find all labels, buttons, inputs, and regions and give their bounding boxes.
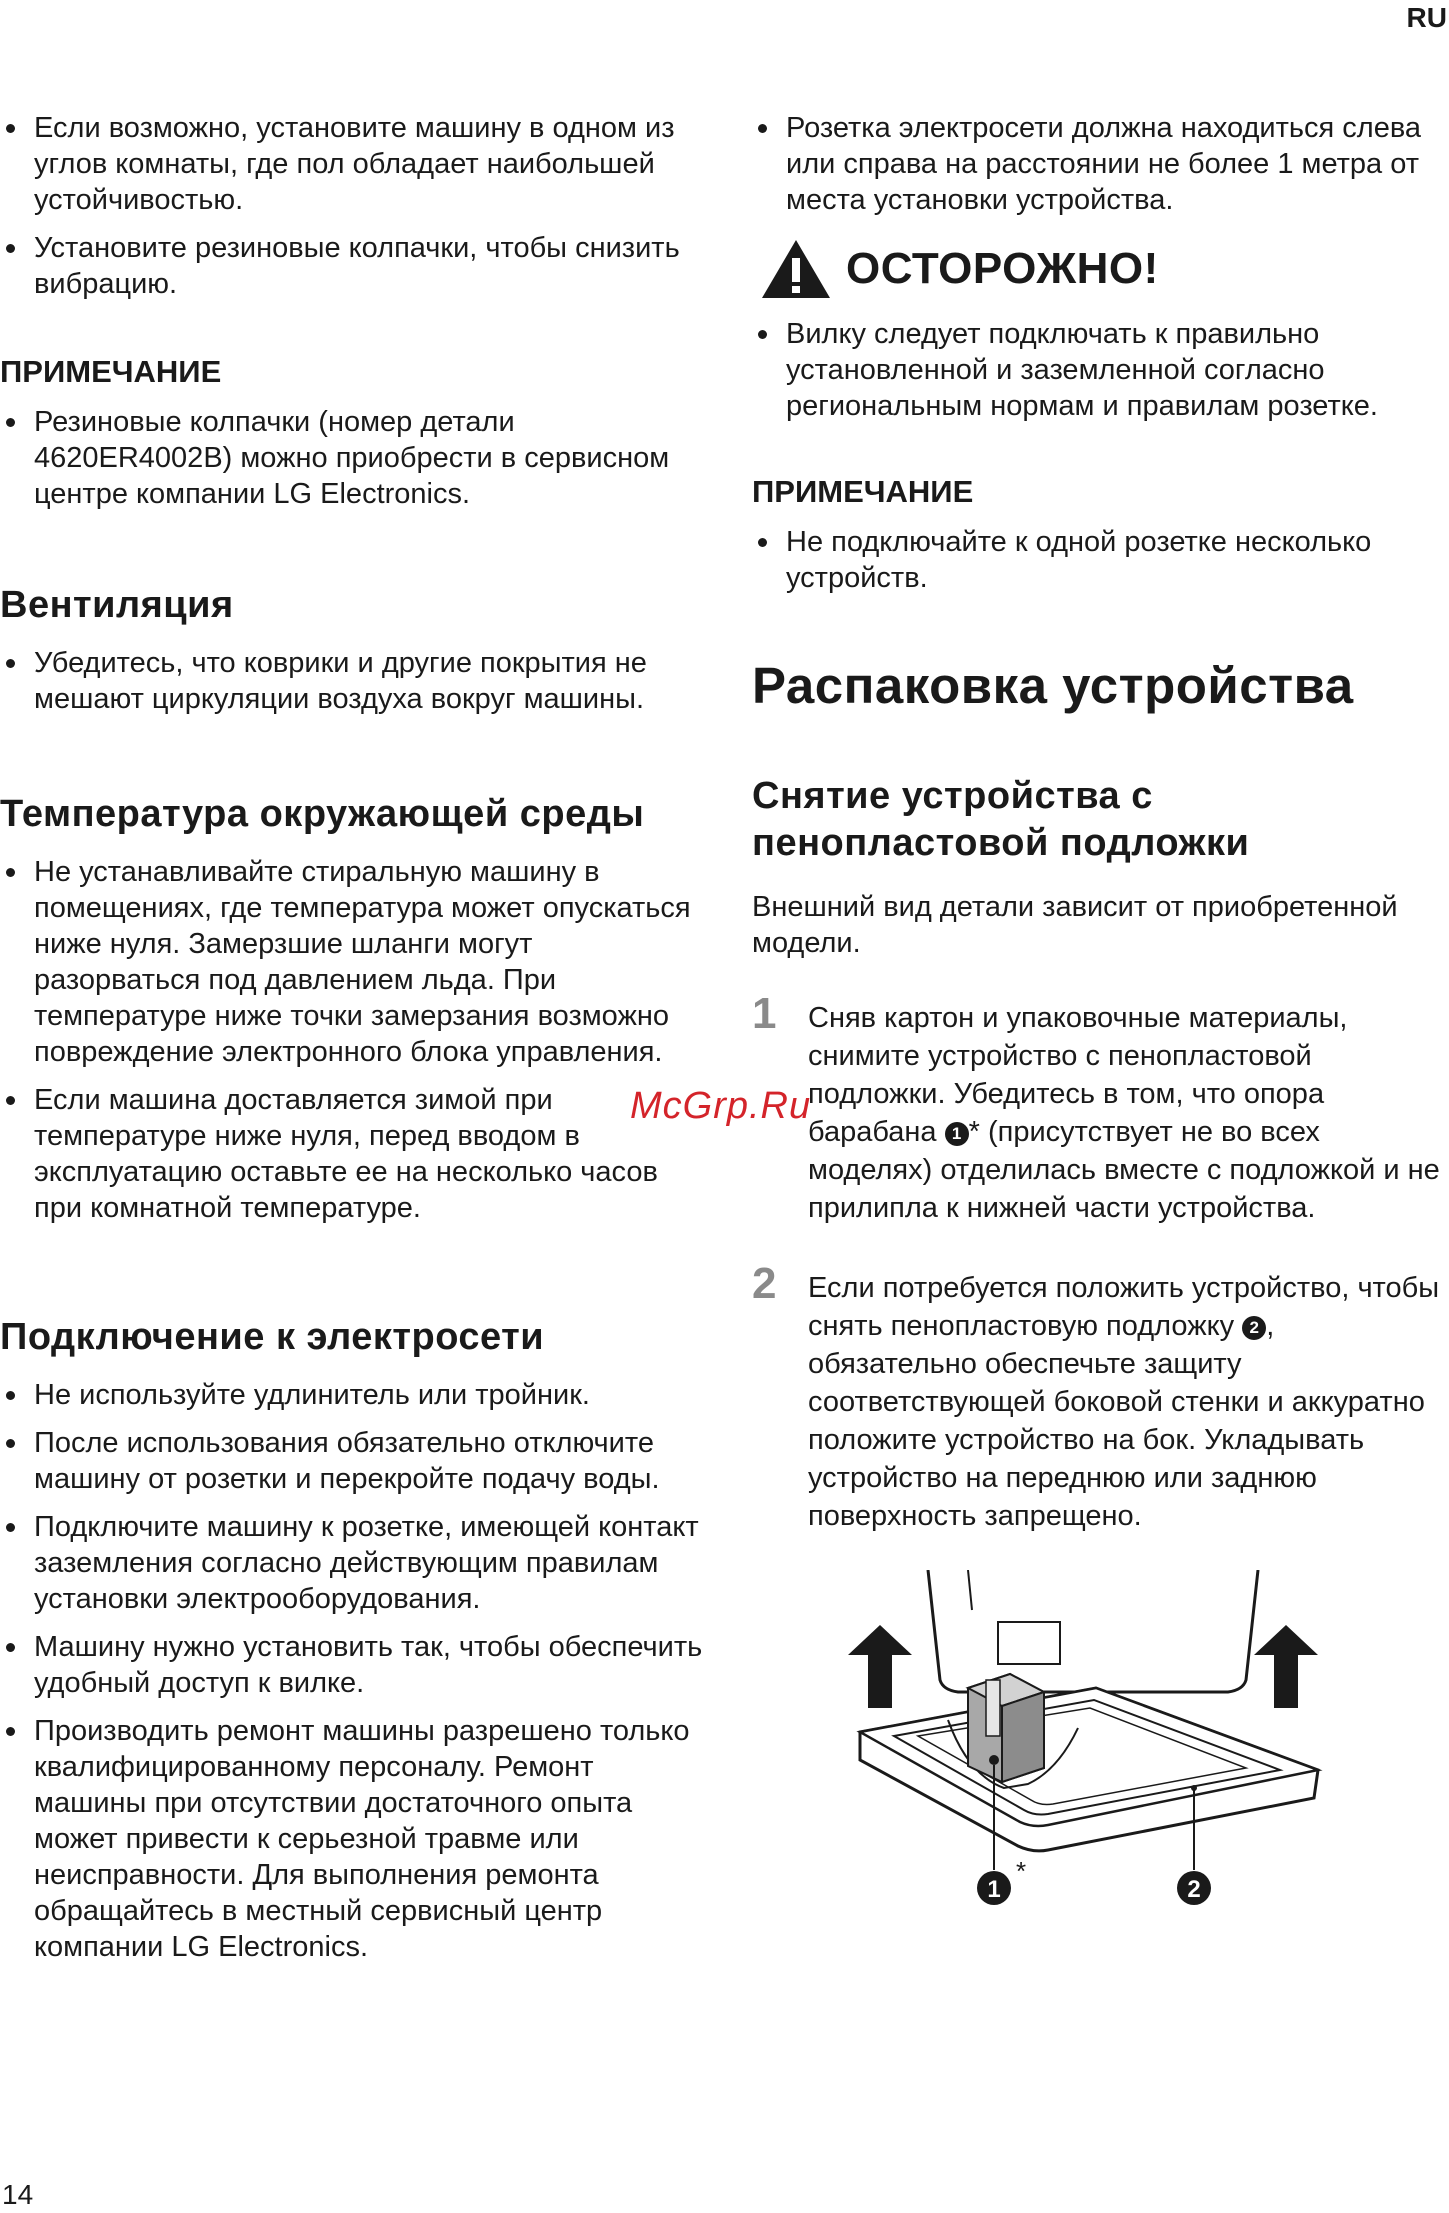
step-1 [752,989,1449,1227]
step-number: 1 [752,989,777,1038]
washer-foam-diagram [848,1570,1328,1940]
callout-1-label: 1 [987,1876,1001,1903]
note-list [752,524,1449,596]
lift-arrow-right-icon [1254,1625,1318,1708]
caution-title: ОСТОРОЖНО! [846,244,1159,293]
subsection-title-removal [752,773,1449,867]
list-item: Машину нужно установить так, чтобы обеспечить удобный доступ к вилке. [0,1629,705,1701]
caution-list [752,316,1449,424]
list-item: После использования обязательно отключите машину от розетки и перекройте подачу воды. [0,1425,705,1497]
language-code: RU [1406,2,1447,33]
list-item: Если машина доставляется зимой при температуре ниже нуля, перед вводом в эксплуатацию оставьте ее на несколько часов при комнатной температуре. [0,1082,705,1226]
intro-list [752,110,1449,218]
temperature-list [0,854,705,1226]
list-item: Розетка электросети должна находиться слева или справа на расстоянии не более 1 метра от места установки устройства. [752,110,1449,218]
watermark: McGrp.Ru [630,1085,812,1127]
left-column [0,110,705,1977]
step-text: Сняв картон и упаковочные материалы, снимите устройство с пенопластовой подложки. Убедитесь в том, что опора барабана [808,1002,1348,1148]
electrical-list [0,1377,705,1965]
list-item: Производить ремонт машины разрешено только квалифицированному персоналу. Ремонт машины при отсутствии достаточного опыта может привести к серьезной травме или неисправности. Для выполнения ремонта обращайтесь в местный сервисный центр компании LG Electronics. [0,1713,705,1965]
note-list [0,404,705,512]
list-item: Резиновые колпачки (номер детали 4620ER4002B) можно приобрести в сервисном центре компании LG Electronics. [0,404,705,512]
warning-icon [760,238,832,300]
caution-header [760,238,1449,300]
list-item: Если возможно, установите машину в одном из углов комнаты, где пол обладает наибольшей устойчивостью. [0,110,705,218]
page-number: 14 [2,2179,34,2210]
ventilation-list [0,645,705,717]
note-title: ПРИМЕЧАНИЕ [0,354,222,389]
list-item: Установите резиновые колпачки, чтобы снизить вибрацию. [0,230,705,302]
right-column [752,110,1449,1535]
foam-base-illustration [848,1570,1328,1945]
lift-arrow-left-icon [848,1625,912,1708]
marker-2-icon: 2 [1242,1316,1266,1340]
step-text: * (присутствует не во всех моделях) отделилась вместе с подложкой и не прилипла к нижней части устройства. [808,1116,1440,1224]
list-item: Не устанавливайте стиральную машину в помещениях, где температура может опускаться ниже нуля. Замерзшие шланги могут разорваться под давлением льда. При температуре ниже точки замерзания возможно повреждение электронного блока управления. [0,854,705,1070]
step-number: 2 [752,1259,777,1308]
callout-2-label: 2 [1187,1876,1201,1903]
section-title-ventilation: Вентиляция [0,584,234,626]
appearance-note: Внешний вид детали зависит от приобретенной модели. [752,891,1398,959]
step-2 [752,1259,1449,1535]
list-item: Вилку следует подключать к правильно установленной и заземленной согласно региональным нормам и правилам розетке. [752,316,1449,424]
subsection-title-line: Снятие устройства с [752,775,1153,817]
list-item: Убедитесь, что коврики и другие покрытия не мешают циркуляции воздуха вокруг машины. [0,645,705,717]
section-title-temperature: Температура окружающей среды [0,793,645,835]
step-text: Если потребуется положить устройство, чтобы снять пенопластовую подложку [808,1272,1440,1342]
drum-support-block [968,1674,1044,1782]
section-title-electrical: Подключение к электросети [0,1316,545,1358]
list-item: Не подключайте к одной розетке несколько устройств. [752,524,1449,596]
list-item: Подключите машину к розетке, имеющей контакт заземления согласно действующим правилам установки электрооборудования. [0,1509,705,1617]
note-title: ПРИМЕЧАНИЕ [752,474,974,509]
callout-1-asterisk: * [1016,1856,1027,1886]
list-item: Не используйте удлинитель или тройник. [0,1377,705,1413]
marker-1-icon: 1 [945,1122,969,1146]
subsection-title-line: пенопластовой подложки [752,822,1250,864]
intro-list [0,110,705,302]
section-title-unpacking: Распаковка устройства [752,657,1354,714]
step-text: , обязательно обеспечьте защиту соответствующей боковой стенки и аккуратно положите устройство на бок. Укладывать устройство на переднюю или заднюю поверхность запрещено. [808,1310,1425,1532]
